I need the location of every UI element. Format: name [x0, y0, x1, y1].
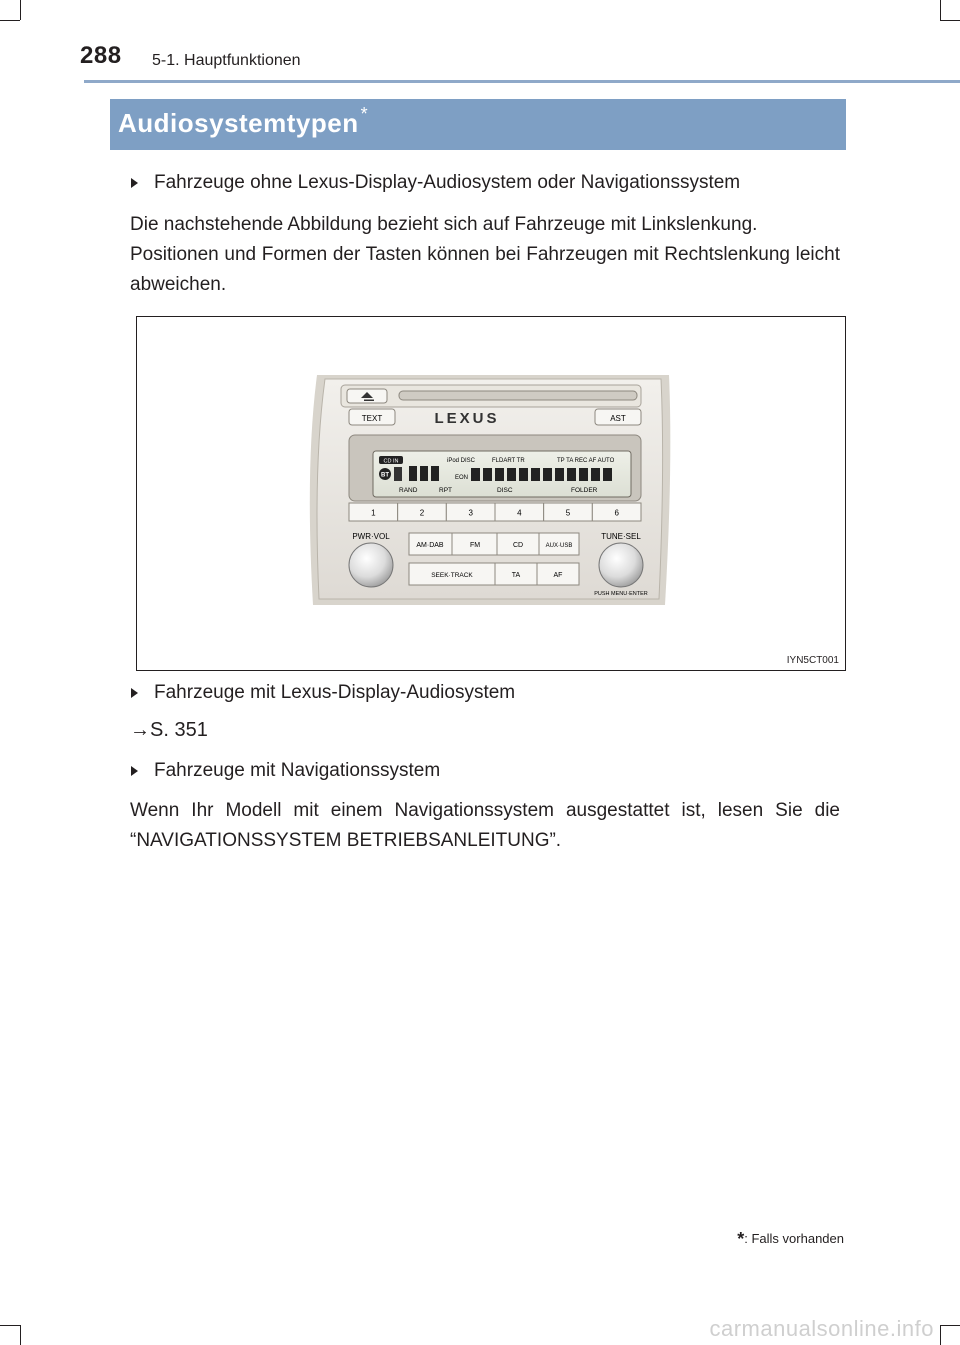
crop-mark — [0, 20, 20, 21]
page-reference-text: S. 351 — [150, 719, 208, 741]
rand-label: RAND — [399, 487, 418, 494]
bullet-item — [131, 760, 440, 782]
crop-mark — [20, 0, 21, 20]
crop-mark — [20, 1325, 21, 1345]
pwr-vol-knob[interactable] — [349, 543, 393, 587]
seek-track-label: SEEK·TRACK — [431, 572, 473, 579]
preset-label: 1 — [371, 508, 376, 518]
preset-label: 2 — [419, 508, 425, 518]
tune-sel-label: TUNE·SEL — [601, 532, 641, 541]
tune-sel-knob[interactable] — [599, 543, 643, 587]
preset-label: 6 — [614, 508, 619, 518]
preset-row — [349, 503, 641, 521]
aux-label: AUX·USB — [545, 543, 573, 549]
segment — [495, 468, 504, 481]
pwr-vol-label: PWR·VOL — [352, 532, 390, 541]
chapter-title: 5-1. Hauptfunktionen — [152, 52, 301, 69]
digit — [420, 466, 428, 481]
segment — [471, 468, 480, 481]
asterisk-icon: * — [737, 1229, 745, 1249]
triangle-bullet-icon — [131, 688, 138, 698]
segment — [531, 468, 540, 481]
ast-button-label: AST — [610, 414, 626, 423]
segment — [603, 468, 612, 481]
paragraph-text: Wenn Ihr Modell mit einem Navigationssystem ausgestattet ist, lesen Sie die “NAVIGATIONSSYSTEM BETRIEBSANLEITUNG”. — [130, 800, 840, 851]
disc-label: DISC — [497, 487, 513, 494]
preset-label: 3 — [468, 508, 473, 518]
bullet-text: Fahrzeuge mit Navigationssystem — [154, 760, 441, 781]
segment-digits — [409, 466, 439, 481]
am-dab-label: AM·DAB — [416, 542, 444, 549]
watermark: carmanualsonline.info — [709, 1316, 934, 1341]
section-title-text: Audiosystemtypen — [118, 108, 359, 138]
cd-slot — [399, 391, 637, 400]
paragraph — [130, 210, 840, 300]
segment — [567, 468, 576, 481]
fldart-label: FLDART TR — [492, 458, 525, 464]
segment — [519, 468, 528, 481]
audio-system-figure — [136, 316, 846, 671]
bullet-text: Fahrzeuge ohne Lexus-Display-Audiosystem oder Navigationssystem — [154, 172, 741, 193]
audio-unit-illustration — [137, 317, 845, 670]
crop-mark — [940, 0, 941, 20]
figure-code: IYN5CT001 — [786, 655, 839, 666]
section-title — [118, 104, 369, 139]
paragraph-text: Positionen und Formen der Tasten können bei Fahrzeugen mit Rechtslenkung leicht abweichen. — [130, 244, 840, 295]
arrow-right-icon: → — [130, 719, 150, 741]
bullet-text: Fahrzeuge mit Lexus-Display-Audiosystem — [154, 682, 516, 703]
text-button-label: TEXT — [361, 414, 383, 423]
bt-label: BT — [381, 472, 389, 479]
paragraph — [130, 796, 840, 856]
fm-label: FM — [469, 542, 481, 549]
segment — [579, 468, 588, 481]
crop-mark — [940, 1325, 941, 1345]
eject-icon-bar — [364, 400, 374, 402]
footnote-text: : Falls vorhanden — [744, 1231, 844, 1246]
cd-label: CD — [512, 542, 524, 549]
preset-label: 4 — [517, 508, 522, 518]
paragraph-line: Die nachstehende Abbildung bezieht sich auf Fahrzeuge mit Linkslenkung. — [130, 214, 758, 235]
lexus-logo: LEXUS — [434, 410, 500, 427]
ta-label: TA — [511, 572, 521, 579]
eon-label: EON — [455, 475, 469, 481]
segment — [543, 468, 552, 481]
ipod-disc-label: iPod DISC — [447, 458, 476, 464]
bullet-item — [131, 172, 740, 194]
segment — [483, 468, 492, 481]
af-label: AF — [553, 572, 563, 579]
rpt-label: RPT — [439, 487, 452, 494]
header-rule — [84, 80, 960, 83]
bullet-item — [131, 682, 515, 704]
triangle-bullet-icon — [131, 178, 138, 188]
folder-label: FOLDER — [571, 487, 598, 494]
crop-mark — [940, 1325, 960, 1326]
asterisk-icon: * — [360, 104, 369, 124]
segment — [591, 468, 600, 481]
segment — [507, 468, 516, 481]
crop-mark — [0, 1325, 20, 1326]
cd-in-label: CD IN — [383, 458, 399, 465]
preset-label: 5 — [565, 508, 571, 518]
push-menu-label: PUSH MENU·ENTER — [594, 591, 648, 597]
segment — [555, 468, 564, 481]
digit — [431, 466, 439, 481]
signal-icon — [394, 467, 402, 481]
page-number: 288 — [80, 42, 122, 69]
tp-ta-label: TP TA REC AF AUTO — [557, 458, 615, 464]
crop-mark — [940, 20, 960, 21]
triangle-bullet-icon — [131, 766, 138, 776]
page-reference[interactable] — [130, 719, 208, 742]
footnote — [737, 1229, 844, 1250]
digit — [409, 466, 417, 481]
